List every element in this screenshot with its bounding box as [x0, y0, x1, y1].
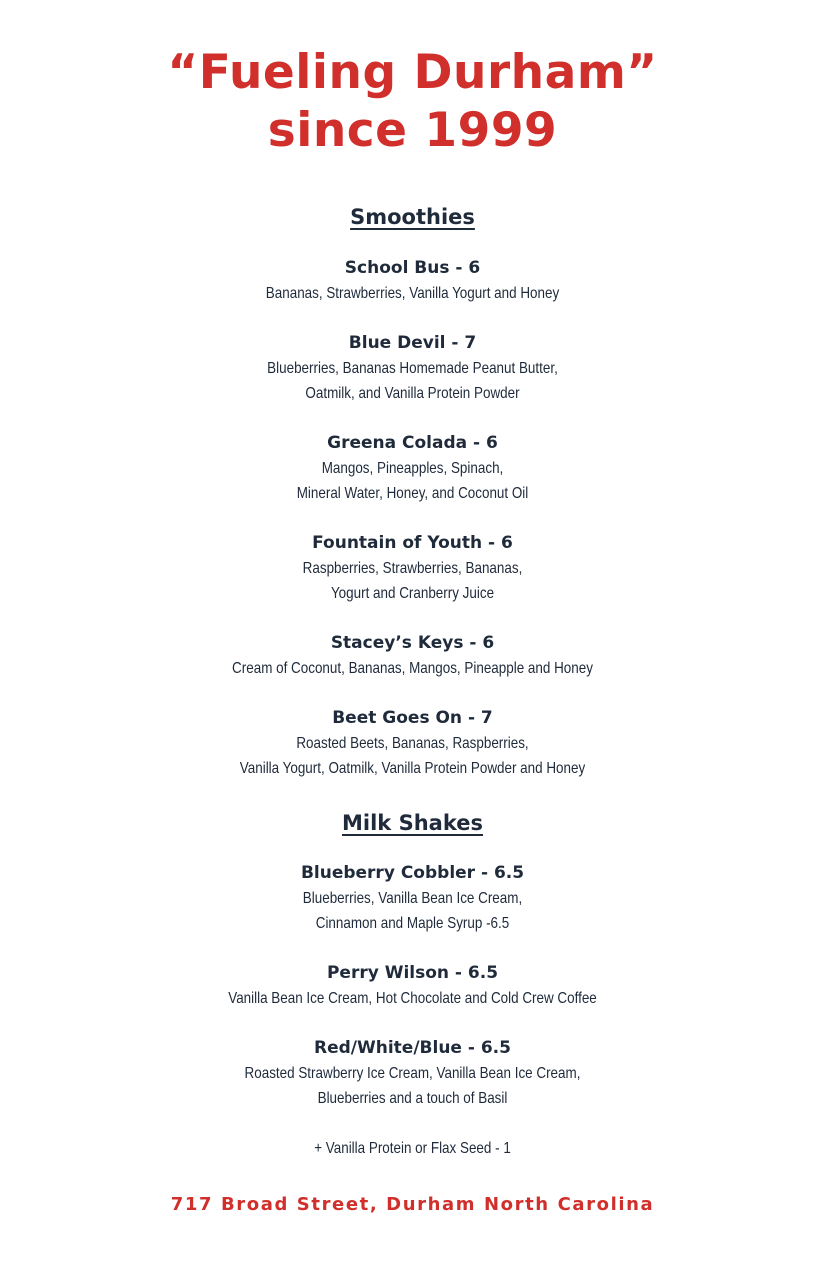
- item-desc: Roasted Beets, Bananas, Raspberries,: [296, 735, 529, 752]
- item-desc: Yogurt and Cranberry Juice: [330, 585, 495, 602]
- addon-note: + Vanilla Protein or Flax Seed - 1: [314, 1140, 511, 1157]
- item-desc: Raspberries, Strawberries, Bananas,: [302, 560, 523, 577]
- menu-item: [0, 706, 825, 781]
- item-desc: Blueberries and a touch of Basil: [317, 1090, 508, 1107]
- item-name: Red/White/Blue - 6.5: [314, 1038, 511, 1058]
- menu-item: [0, 631, 825, 681]
- item-name: School Bus - 6: [344, 258, 481, 278]
- item-name: Blueberry Cobbler - 6.5: [300, 863, 525, 883]
- menu-item: [0, 531, 825, 606]
- item-desc: Vanilla Bean Ice Cream, Hot Chocolate and Cold Crew Coffee: [228, 990, 597, 1007]
- menu-item: [0, 256, 825, 306]
- item-desc: Blueberries, Bananas Homemade Peanut Butter,: [267, 360, 558, 377]
- item-desc: Bananas, Strawberries, Vanilla Yogurt and Honey: [265, 285, 560, 302]
- section-title-milk-shakes: Milk Shakes: [342, 811, 483, 835]
- item-desc: Cinnamon and Maple Syrup -6.5: [315, 915, 510, 932]
- item-desc: Mineral Water, Honey, and Coconut Oil: [296, 485, 529, 502]
- item-desc: Oatmilk, and Vanilla Protein Powder: [305, 385, 520, 402]
- item-name: Fountain of Youth - 6: [312, 533, 513, 553]
- headline-slogan: “Fueling Durham”: [167, 45, 658, 100]
- headline-since: since 1999: [267, 103, 558, 158]
- menu-item: [0, 961, 825, 1011]
- item-desc: Roasted Strawberry Ice Cream, Vanilla Bean Ice Cream,: [244, 1065, 581, 1082]
- menu-item: [0, 1036, 825, 1111]
- menu-item: [0, 331, 825, 406]
- menu-item: [0, 431, 825, 506]
- item-name: Stacey’s Keys - 6: [330, 633, 495, 653]
- footer-address: 717 Broad Street, Durham North Carolina: [170, 1194, 655, 1215]
- item-name: Perry Wilson - 6.5: [326, 963, 499, 983]
- section-title-smoothies: Smoothies: [350, 205, 475, 229]
- item-name: Greena Colada - 6: [327, 433, 498, 453]
- item-name: Blue Devil - 7: [348, 333, 477, 353]
- item-desc: Blueberries, Vanilla Bean Ice Cream,: [302, 890, 523, 907]
- item-name: Beet Goes On - 7: [332, 708, 493, 728]
- menu-item: [0, 861, 825, 936]
- item-desc: Vanilla Yogurt, Oatmilk, Vanilla Protein Powder and Honey: [239, 760, 586, 777]
- item-desc: Mangos, Pineapples, Spinach,: [321, 460, 504, 477]
- item-desc: Cream of Coconut, Bananas, Mangos, Pineapple and Honey: [232, 660, 593, 677]
